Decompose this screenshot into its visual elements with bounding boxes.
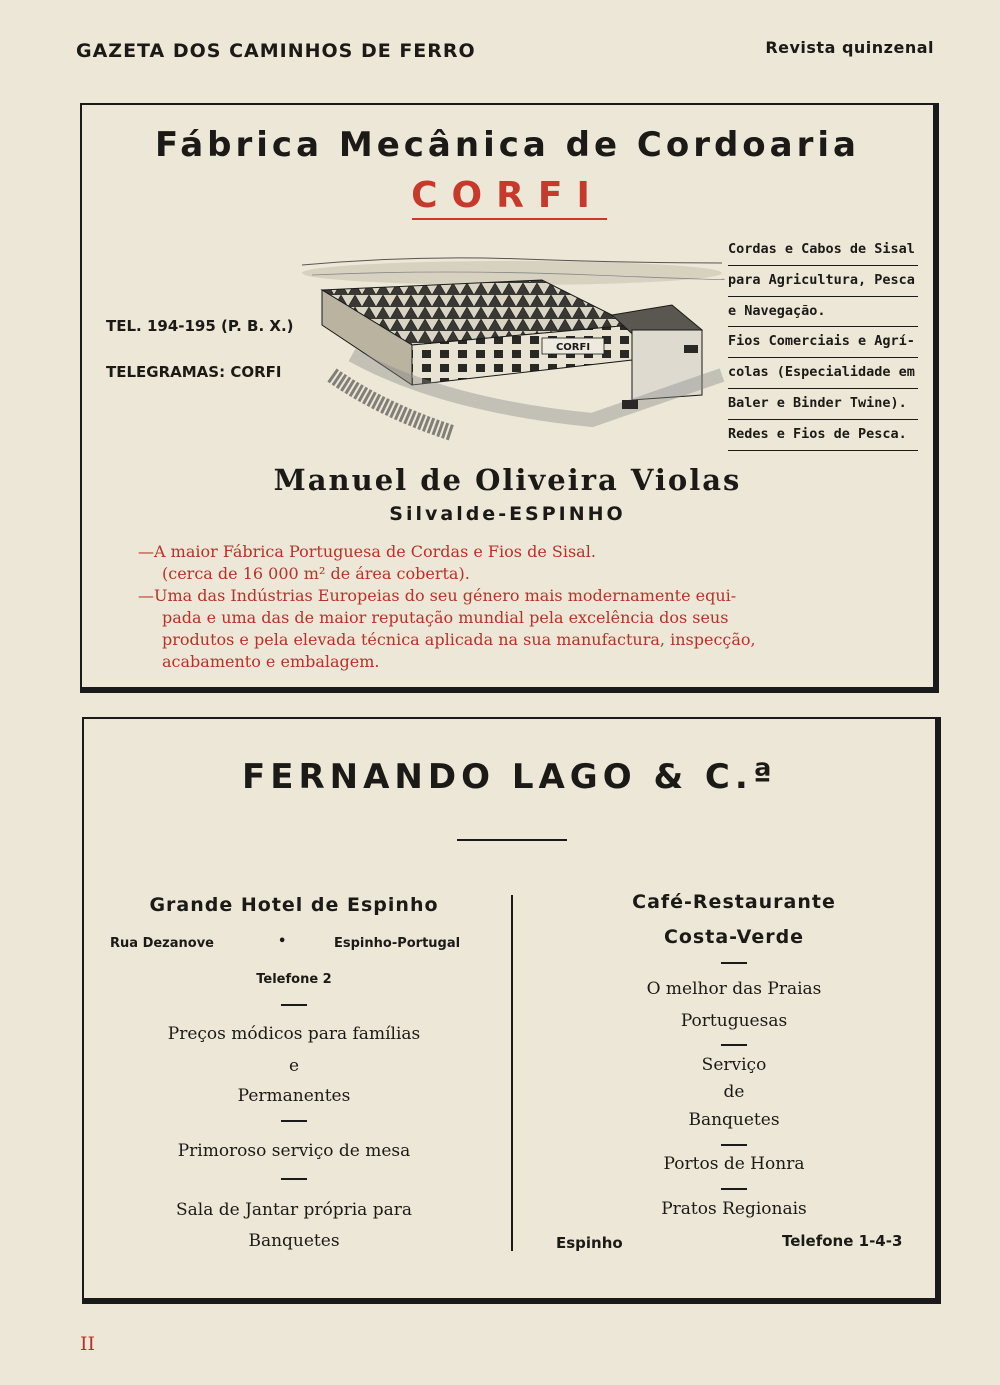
- ad1-shadow-bottom: [80, 689, 939, 693]
- restaurant-name-2: Costa-Verde: [663, 926, 805, 948]
- restaurant-text: Banquetes: [688, 1110, 780, 1130]
- restaurant-text: Portos de Honra: [663, 1154, 805, 1174]
- product-line: Cordas e Cabos de Sisal: [728, 235, 918, 266]
- hotel-city: Espinho-Portugal: [334, 936, 461, 951]
- product-line: Fios Comerciais e Agrí-: [728, 327, 918, 358]
- products-list: [728, 235, 918, 451]
- magazine-subtitle: Revista quinzenal: [765, 38, 934, 57]
- hotel-text: e: [288, 1056, 300, 1076]
- restaurant-phone: Telefone 1-4-3: [782, 1232, 903, 1250]
- car-icon: [622, 400, 638, 409]
- restaurant-text: Portuguesas: [680, 1011, 788, 1031]
- title-rule: [457, 839, 567, 841]
- factory-sign: CORFI: [555, 342, 591, 353]
- separator: [721, 962, 747, 964]
- telegrams: TELEGRAMAS: CORFI: [106, 363, 282, 381]
- hotel-text: Permanentes: [237, 1086, 351, 1106]
- restaurant-text: Serviço: [701, 1055, 767, 1075]
- ad1-title: Fábrica Mecânica de Cordoaria: [155, 125, 860, 165]
- truck-icon: [684, 345, 698, 353]
- hotel-text: Sala de Jantar própria para: [175, 1200, 412, 1220]
- product-line: e Navegação.: [728, 297, 918, 328]
- magazine-title: GAZETA DOS CAMINHOS DE FERRO: [76, 40, 476, 62]
- page-number: II: [80, 1333, 96, 1355]
- separator: [281, 1120, 307, 1122]
- hotel-text: Preços módicos para famílias: [167, 1024, 421, 1044]
- bullet: •: [278, 934, 287, 949]
- separator: [721, 1188, 747, 1190]
- owner-name: Manuel de Oliveira Violas: [273, 463, 742, 497]
- note-european-industry: —Uma das Indústrias Europeias do seu género mais modernamente equi- pada e uma das de maior reputação mundial pela excelência dos seus produtos e pela elevada técnica aplicada na sua manufactura, inspecção, acabamento e embalagem.: [138, 586, 756, 671]
- restaurant-text: Pratos Regionais: [661, 1199, 807, 1219]
- separator: [281, 1004, 307, 1006]
- hotel-street: Rua Dezanove: [110, 936, 214, 951]
- restaurant-text: O melhor das Praias: [646, 979, 822, 999]
- brand-underline: [412, 218, 607, 220]
- telephone: TEL. 194-195 (P. B. X.): [106, 317, 294, 335]
- product-line: Baler e Binder Twine).: [728, 389, 918, 420]
- hotel-phone: Telefone 2: [256, 972, 332, 987]
- ad2-shadow-bottom: [82, 1300, 941, 1304]
- separator: [721, 1044, 747, 1046]
- location: Silvalde-ESPINHO: [389, 503, 626, 525]
- product-line: para Agricultura, Pesca: [728, 266, 918, 297]
- hotel-name: Grande Hotel de Espinho: [149, 894, 439, 916]
- corfi-advertisement: [80, 103, 935, 689]
- ad1-shadow-right: [935, 103, 939, 693]
- factory-illustration: [292, 235, 732, 445]
- restaurant-text: de: [723, 1082, 745, 1102]
- restaurant-city: Espinho: [556, 1234, 623, 1252]
- note-largest-factory: —A maior Fábrica Portuguesa de Cordas e Fios de Sisal. (cerca de 16 000 m² de área coberta).: [138, 542, 596, 583]
- separator: [721, 1144, 747, 1146]
- product-line: colas (Especialidade em: [728, 358, 918, 389]
- hotel-text: Banquetes: [248, 1231, 340, 1251]
- brand-name: CORFI: [411, 175, 604, 216]
- restaurant-name: Café-Restaurante: [632, 891, 836, 913]
- fernando-lago-advertisement: [82, 717, 937, 1300]
- ad2-shadow-right: [937, 717, 941, 1304]
- column-divider: [511, 895, 513, 1251]
- product-line: Redes e Fios de Pesca.: [728, 420, 918, 451]
- hotel-text: Primoroso serviço de mesa: [177, 1141, 411, 1161]
- separator: [281, 1178, 307, 1180]
- ad2-title: FERNANDO LAGO & C.ª: [242, 757, 777, 797]
